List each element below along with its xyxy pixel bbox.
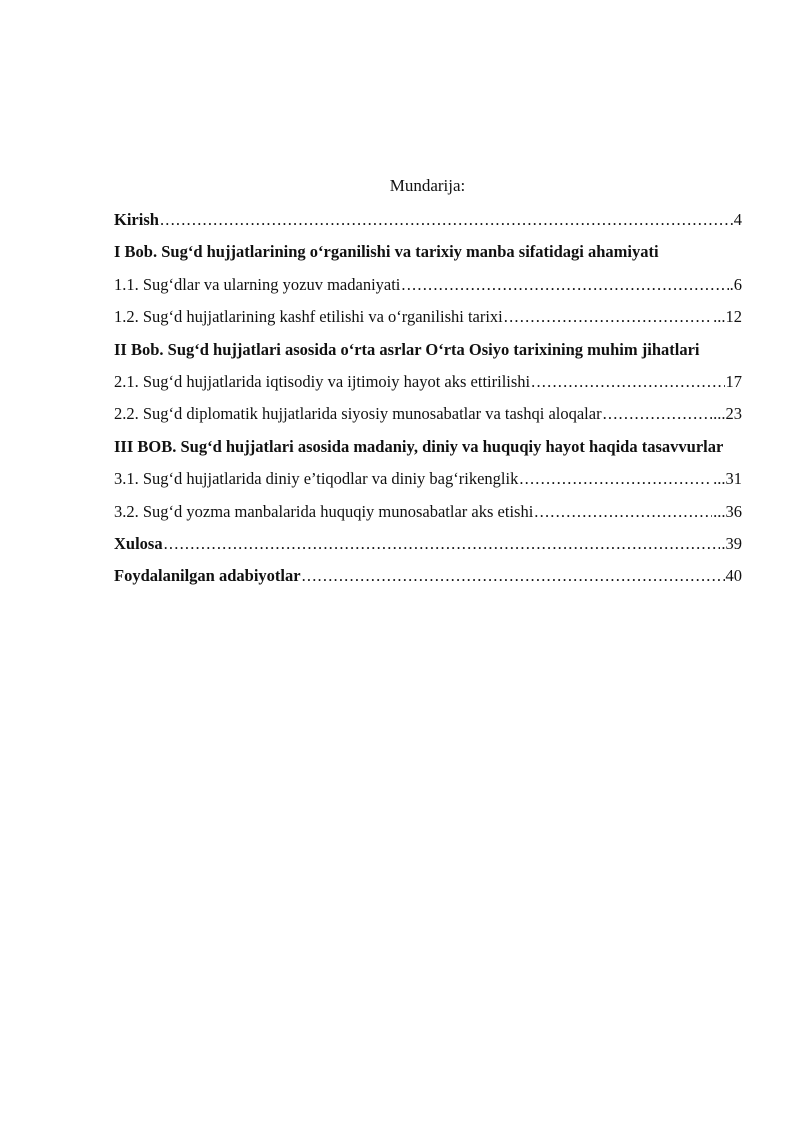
toc-chapter-2[interactable]: II Bob. Sug‘d hujjatlari asosida o‘rta asrlar O‘rta Osiyo tarixining muhim jihatlari xyxy=(114,339,700,359)
toc-page-number: ...31 xyxy=(713,469,742,489)
toc-page-number: 4 xyxy=(733,210,742,229)
dot-leader xyxy=(603,398,713,430)
toc-page-number: ...12 xyxy=(713,307,742,327)
toc-chapter-1[interactable]: I Bob. Sug‘d hujjatlarining o‘rganilishi va tarixiy manba sifatidagi ahamiyati xyxy=(114,242,659,262)
toc-entry-3-2[interactable] xyxy=(114,496,742,528)
toc-entry-label: 2.1. Sug‘d hujjatlarida iqtisodiy va ijtimoiy hayot aks ettirilishi xyxy=(114,371,531,391)
toc-entry-references[interactable] xyxy=(114,560,742,592)
toc-page-number: 40 xyxy=(725,566,742,586)
dot-leader xyxy=(531,366,724,398)
dot-leader xyxy=(519,463,712,495)
dot-leader xyxy=(534,496,712,528)
toc-entry-label: 1.2. Sug‘d hujjatlarining kashf etilishi va o‘rganilishi tarixi xyxy=(114,307,503,327)
toc-entry-3-1[interactable] xyxy=(114,463,742,495)
toc-entry-intro[interactable] xyxy=(114,204,742,236)
dot-leader xyxy=(164,528,721,560)
dot-leader xyxy=(302,560,725,592)
toc-entry-label: Kirish xyxy=(114,210,159,229)
toc-entry-label: 3.1. Sug‘d hujjatlarida diniy e’tiqodlar va diniy bag‘rikenglik xyxy=(114,469,519,489)
toc-entry-label: Xulosa xyxy=(114,533,163,553)
toc-entry-label: 3.2. Sug‘d yozma manbalarida huquqiy munosabatlar aks etishi xyxy=(114,501,534,521)
dot-leader xyxy=(401,269,728,301)
toc-title: Mundarija: xyxy=(389,176,466,195)
toc-page-number: .6 xyxy=(729,274,742,294)
toc-entry-2-2[interactable] xyxy=(114,398,742,430)
table-of-contents xyxy=(114,204,742,593)
toc-page-number: ...36 xyxy=(713,501,742,521)
toc-entry-1-2[interactable] xyxy=(114,301,742,333)
toc-page-number: .39 xyxy=(721,533,742,553)
dot-leader xyxy=(504,301,712,333)
toc-page-number: ...23 xyxy=(713,404,742,424)
toc-entry-label: 1.1. Sug‘dlar va ularning yozuv madaniyati xyxy=(114,274,401,294)
toc-entry-label: 2.2. Sug‘d diplomatik hujjatlarida siyosiy munosabatlar va tashqi aloqalar xyxy=(114,404,602,424)
dot-leader xyxy=(160,204,733,236)
toc-entry-1-1[interactable] xyxy=(114,269,742,301)
toc-page-number: 17 xyxy=(725,371,742,391)
toc-entry-conclusion[interactable] xyxy=(114,528,742,560)
toc-entry-2-1[interactable] xyxy=(114,366,742,398)
toc-chapter-3[interactable]: III BOB. Sug‘d hujjatlari asosida madaniy, diniy va huquqiy hayot haqida tasavvurlar xyxy=(114,436,724,456)
toc-entry-label: Foydalanilgan adabiyotlar xyxy=(114,566,301,586)
